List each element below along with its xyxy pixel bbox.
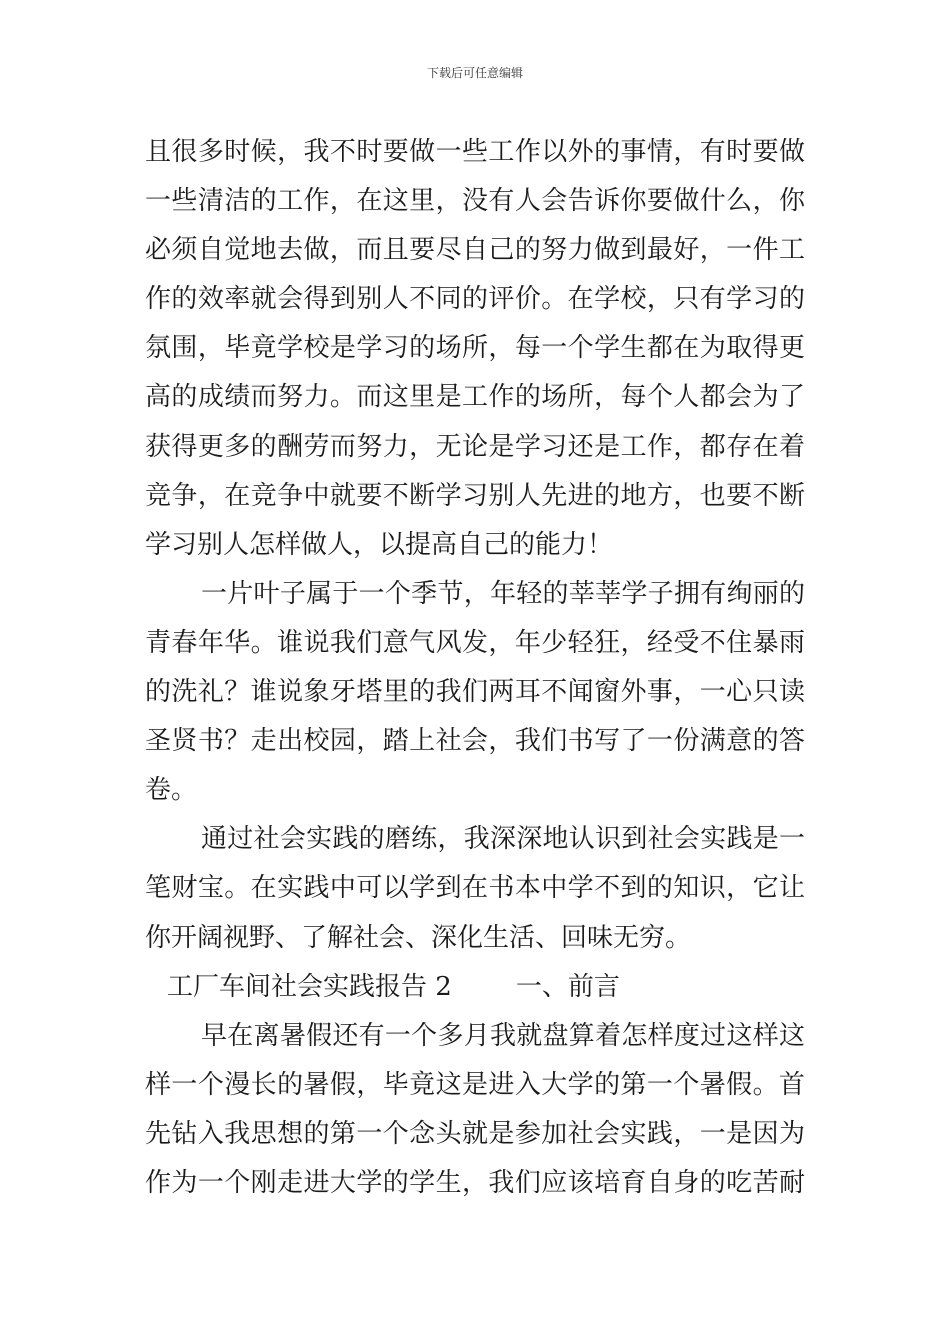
paragraph-3 xyxy=(145,815,805,962)
text-line: 作的效率就会得到别人不同的评价。在学校，只有学习的 xyxy=(145,284,805,315)
text-line: 一片叶子属于一个季节，年轻的莘莘学子拥有绚丽的 xyxy=(201,578,805,609)
section-title: 一、前言 xyxy=(515,971,620,1002)
text-line: 样一个漫长的暑假，毕竟这是进入大学的第一个暑假。首 xyxy=(145,1069,805,1100)
text-line: 你开阔视野、了解社会、深化生活、回味无穷。 xyxy=(145,922,692,953)
report-title: 工厂车间社会实践报告 2 xyxy=(167,971,452,1002)
text-line: 作为一个刚走进大学的学生，我们应该培育自身的吃苦耐 xyxy=(145,1167,805,1198)
text-line: 先钻入我思想的第一个念头就是参加社会实践，一是因为 xyxy=(145,1118,805,1149)
text-line: 氛围，毕竟学校是学习的场所，每一个学生都在为取得更 xyxy=(145,333,805,364)
text-line: 且很多时候，我不时要做一些工作以外的事情，有时要做 xyxy=(145,137,805,167)
text-line: 笔财宝。在实践中可以学到在书本中学不到的知识，它让 xyxy=(145,873,805,904)
text-line: 获得更多的酬劳而努力，无论是学习还是工作，都存在着 xyxy=(145,431,805,462)
text-line: 必须自觉地去做，而且要尽自己的努力做到最好，一件工 xyxy=(145,235,805,266)
section-heading xyxy=(145,963,805,1012)
document-body xyxy=(145,128,805,1208)
text-line: 一些清洁的工作，在这里，没有人会告诉你要做什么，你 xyxy=(145,186,805,217)
text-line: 卷。 xyxy=(145,775,198,806)
text-line: 通过社会实践的磨练，我深深地认识到社会实践是一 xyxy=(201,824,805,855)
paragraph-2 xyxy=(145,570,805,815)
text-line: 圣贤书？走出校园，踏上社会，我们书写了一份满意的答 xyxy=(145,726,805,757)
text-line: 学习别人怎样做人，以提高自己的能力！ xyxy=(145,529,614,560)
text-line: 的洗礼？谁说象牙塔里的我们两耳不闻窗外事，一心只读 xyxy=(145,677,805,708)
paragraph-1 xyxy=(145,128,805,570)
text-line: 竞争，在竞争中就要不断学习别人先进的地方，也要不断 xyxy=(145,480,805,511)
text-line: 高的成绩而努力。而这里是工作的场所，每个人都会为了 xyxy=(145,382,805,413)
text-line: 青春年华。谁说我们意气风发，年少轻狂，经受不住暴雨 xyxy=(145,627,805,658)
paragraph-4 xyxy=(145,1012,805,1208)
text-line: 早在离暑假还有一个多月我就盘算着怎样度过这样这 xyxy=(201,1020,805,1051)
page-header: 下载后可任意编辑 xyxy=(426,66,523,80)
